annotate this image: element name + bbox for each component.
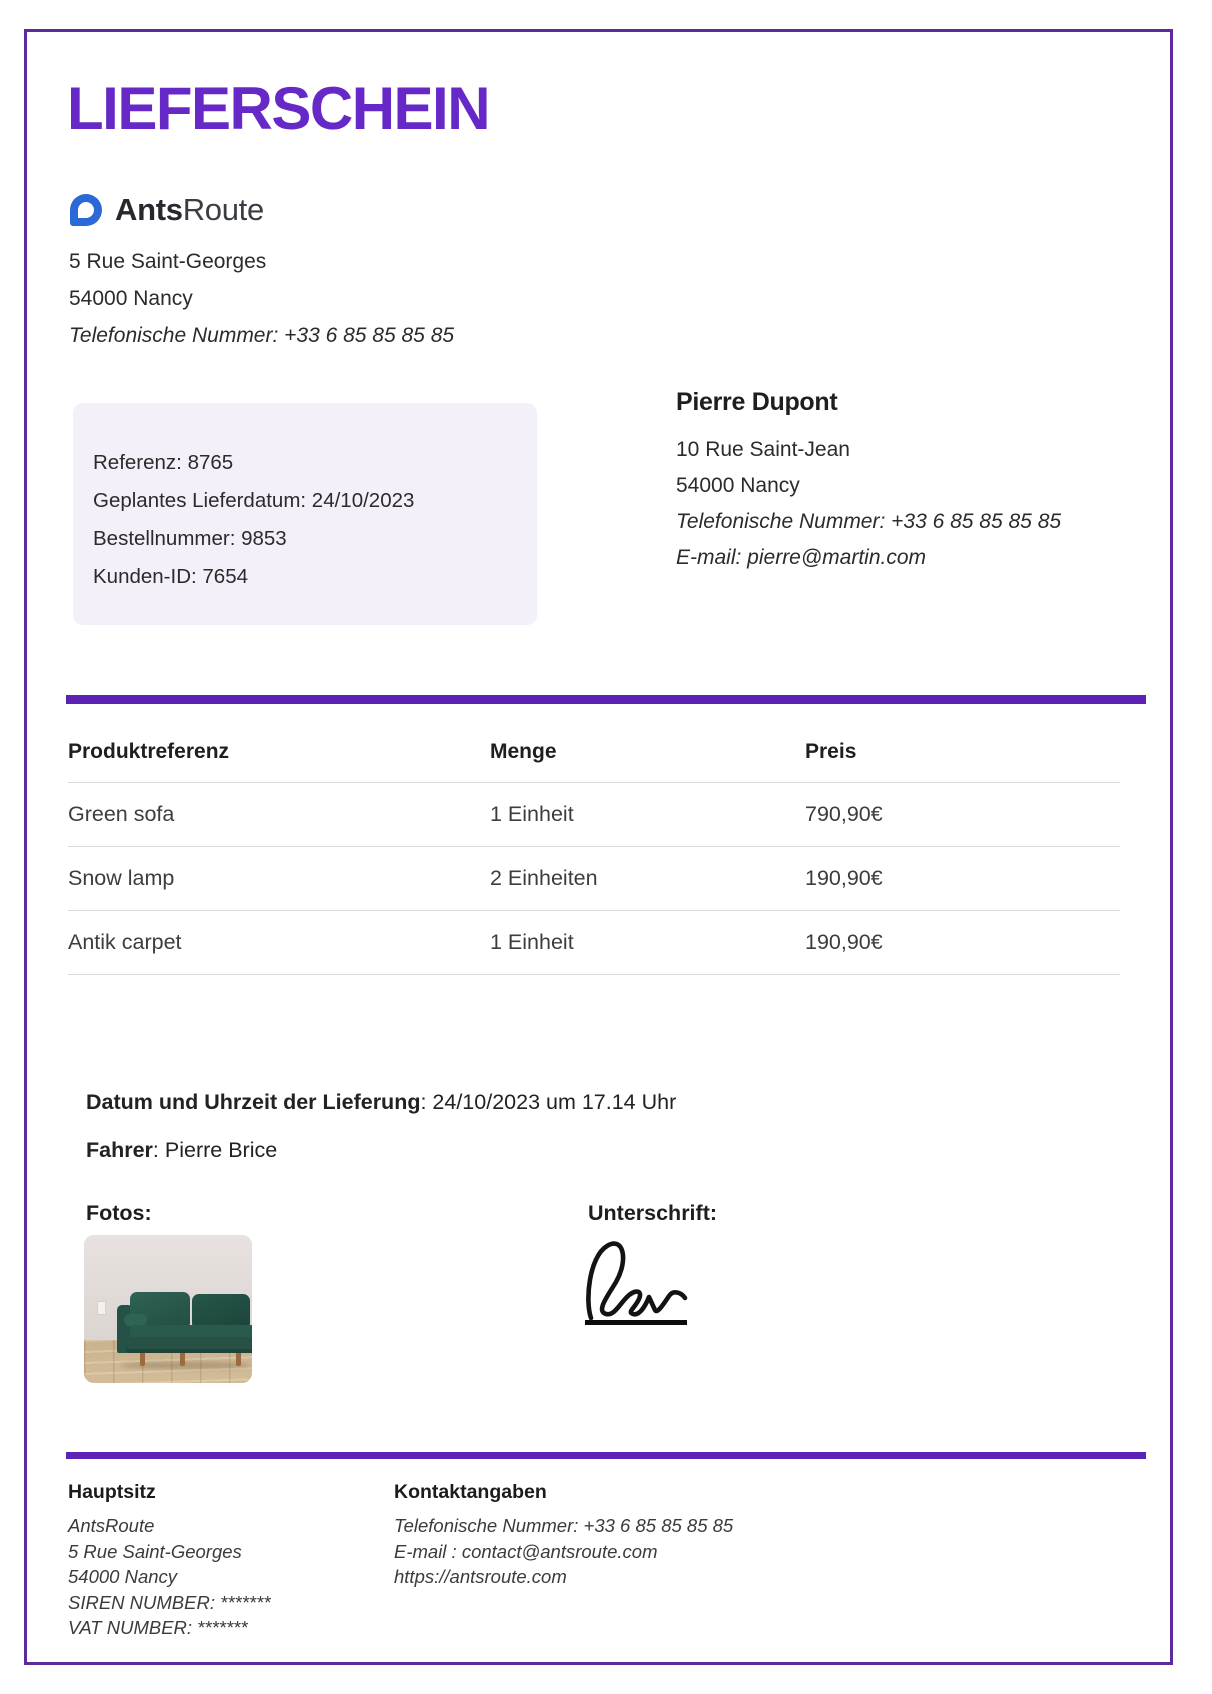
product-quantity: 1 Einheit <box>490 930 574 954</box>
brand-name-light: Route <box>182 192 264 227</box>
sofa-leg <box>180 1353 185 1366</box>
footer-vat-number: VAT NUMBER: ******* <box>68 1617 248 1638</box>
footer-address-line-2: 54000 Nancy <box>68 1566 178 1587</box>
footer-contact-block <box>394 1481 733 1590</box>
customer-phone-line: Telefonische Nummer: +33 6 85 85 85 85 <box>676 510 1062 533</box>
signature-label: Unterschrift: <box>588 1201 718 1225</box>
photo-outlet <box>97 1301 106 1315</box>
signature-stroke <box>588 1244 685 1318</box>
product-name: Green sofa <box>68 802 175 826</box>
company-address-block <box>69 243 454 354</box>
column-header-product: Produktreferenz <box>68 740 230 763</box>
products-table <box>68 726 1120 975</box>
product-price: 190,90€ <box>805 866 883 890</box>
table-row <box>68 911 1120 975</box>
delivery-photo <box>84 1235 252 1383</box>
table-header-row <box>68 726 1120 783</box>
footer-headquarters-block <box>68 1481 271 1641</box>
product-quantity: 2 Einheiten <box>490 866 598 890</box>
brand-logo <box>70 192 264 228</box>
headquarters-heading: Hauptsitz <box>68 1481 156 1503</box>
customer-email-line: E-mail: pierre@martin.com <box>676 546 927 569</box>
driver-value: : Pierre Brice <box>152 1138 278 1162</box>
photos-label: Fotos: <box>86 1201 152 1225</box>
footer-company-name: AntsRoute <box>68 1515 155 1536</box>
order-info-box <box>73 403 537 625</box>
product-name: Antik carpet <box>68 930 182 954</box>
product-price: 790,90€ <box>805 802 883 826</box>
product-quantity: 1 Einheit <box>490 802 574 826</box>
driver-line <box>86 1138 277 1163</box>
footer-email-line: E-mail : contact@antsroute.com <box>394 1540 658 1562</box>
customer-block <box>676 388 1061 576</box>
planned-delivery-date: Geplantes Lieferdatum: 24/10/2023 <box>93 489 415 512</box>
footer-phone-line: Telefonische Nummer: +33 6 85 85 85 85 <box>394 1515 734 1536</box>
table-row <box>68 783 1120 847</box>
table-row <box>68 847 1120 911</box>
sofa-leg <box>140 1353 145 1366</box>
signature-underline <box>585 1320 687 1325</box>
page-title: LIEFERSCHEIN <box>67 75 490 142</box>
order-number: Bestellnummer: 9853 <box>93 527 287 550</box>
footer-divider-bar <box>66 1452 1146 1459</box>
delivery-datetime-label: Datum und Uhrzeit der Lieferung <box>86 1090 421 1114</box>
location-pin-icon <box>70 194 102 226</box>
brand-name <box>115 192 264 228</box>
column-header-quantity: Menge <box>490 740 557 763</box>
delivery-datetime-value: : 24/10/2023 um 17.14 Uhr <box>420 1090 677 1114</box>
top-divider-bar <box>66 695 1146 704</box>
company-address-line-2: 54000 Nancy <box>69 287 193 310</box>
customer-id: Kunden-ID: 7654 <box>93 565 249 588</box>
column-header-price: Preis <box>805 740 857 763</box>
product-price: 190,90€ <box>805 930 883 954</box>
customer-name: Pierre Dupont <box>676 388 838 416</box>
delivery-datetime-line <box>86 1090 676 1115</box>
contact-heading: Kontaktangaben <box>394 1481 547 1503</box>
brand-name-bold: Ants <box>115 192 183 227</box>
footer-address-line-1: 5 Rue Saint-Georges <box>68 1540 242 1562</box>
order-reference: Referenz: 8765 <box>93 451 234 474</box>
sofa-base <box>126 1337 252 1353</box>
customer-address-line-2: 54000 Nancy <box>676 474 800 497</box>
product-name: Snow lamp <box>68 866 175 890</box>
driver-label: Fahrer <box>86 1138 153 1162</box>
footer-siren-number: SIREN NUMBER: ******* <box>68 1591 271 1613</box>
footer-website-link[interactable]: https://antsroute.com <box>394 1566 567 1587</box>
sofa-leg <box>236 1353 241 1366</box>
customer-address-line-1: 10 Rue Saint-Jean <box>676 438 850 461</box>
company-address-line-1: 5 Rue Saint-Georges <box>69 250 267 273</box>
signature-image <box>583 1236 698 1322</box>
company-phone-line: Telefonische Nummer: +33 6 85 85 85 85 <box>69 324 455 347</box>
